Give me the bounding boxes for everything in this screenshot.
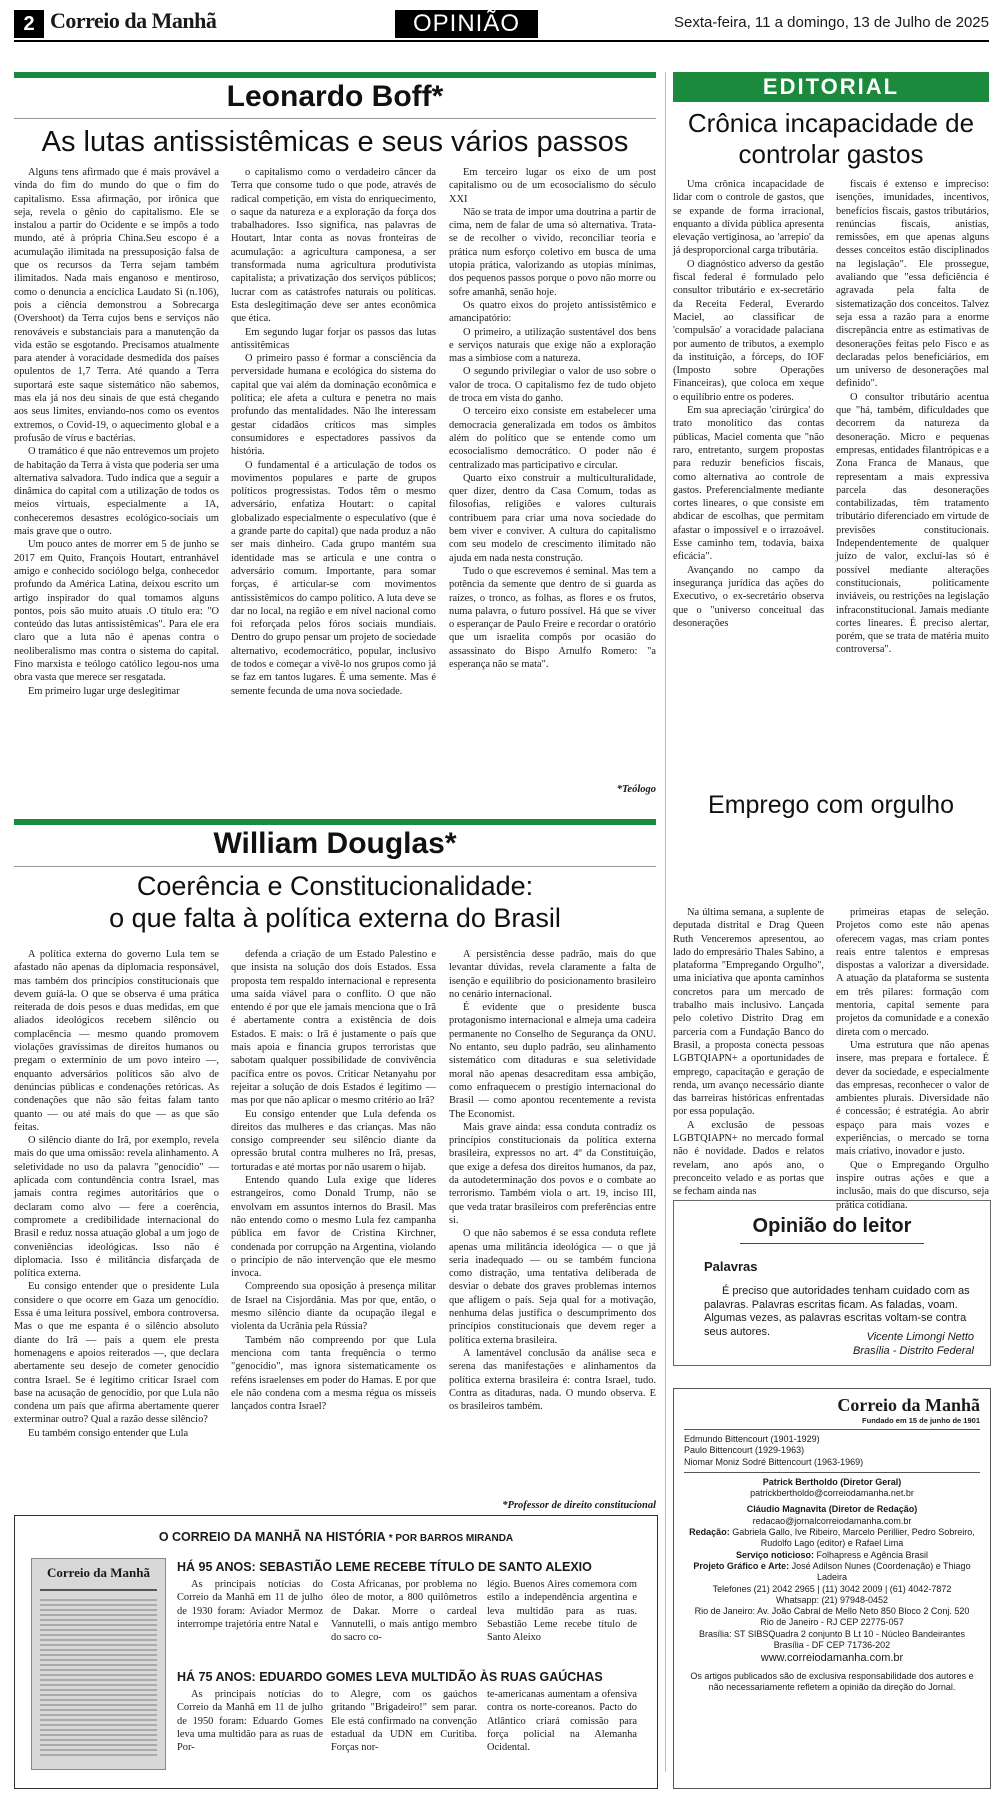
founder: Niomar Moniz Sodré Bittencourt (1963-1969) [684,1456,864,1467]
douglas-author: William Douglas* [213,827,457,860]
paragraph: Entendo quando Lula exige que líderes estrangeiros, como Donald Trump, não se envolvam em assuntos internos do Brasil. Mas não entendo como o mesmo Lula fez campanha pública em favor de Cristina Kirchner, condenada por corrupção na Argentina, violando o princípio de não intervenção que ele mesmo invoca. [231,1175,436,1280]
issue-date: Sexta-feira, 11 a domingo, 13 de Julho de 2025 [674,14,989,31]
boff-col-2 [231,166,436,698]
editorial-col-2 [836,178,989,657]
paragraph: O que não sabemos é se essa conduta reflete apenas uma militância ideológica — o que já seria inadequado — ou se também funciona como distração, uma tentativa deliberada de desviar o debate dos graves problemas internos que afligem o país. Seja qual for a motivação, nenhuma delas justifica o descumprimento dos princípios constitucionais que devem reger a política externa brasileira. [449,1228,656,1346]
staff-box [673,1388,991,1789]
douglas-col-1 [14,948,219,1440]
paragraph: Em segundo lugar forjar os passos das lutas antissitêmicas [231,326,436,351]
staff-director: Patrick Bertholdo (Diretor Geral) [762,1476,902,1487]
thumbnail-masthead: Correio da Manhã [46,1565,151,1580]
history-heading: O CORREIO DA MANHÃ NA HISTÓRIA [158,1530,386,1544]
section-tag: OPINIÃO [395,10,538,38]
staff-redacao-label: Redação: [689,1527,730,1538]
douglas-title-line-2: o que falta à política externa do Brasil [109,903,561,933]
history-item-2-col-1 [177,1688,323,1754]
paragraph: Compreendo sua oposição à presença militar de Israel na Cisjordânia. Mas por que, então, o mesmo silêncio diante da ocupação ilegal e violenta da Ucrânia pela Rússia? [231,1281,436,1333]
founder: Edmundo Bittencourt (1901-1929) [684,1434,820,1444]
staff-rule [684,1429,980,1430]
paragraph: Quarto eixo construir a multiculturalidade, quer dizer, dentro da Casa Comum, todas as filosofias, religiões e valores culturais contribuem para criar uma nova sociedade do bem viver e conviver. A cultura do capitalismo com seu modelo de crescimento ilimitado não ajuda em nada nesta construção. [449,472,656,564]
page-number: 2 [14,10,44,38]
paragraph: Eu também consigo entender que Lula [28,1427,189,1439]
paragraph: O terceiro eixo consiste em estabelecer uma democracia generalizada em todos os âmbitos além do político que se entende como um ecosocialismo democrático. O poder não é centralizado mas participativo e circular. [449,406,656,471]
douglas-top-bar [14,819,656,825]
paragraph: O tramático é que não entrevemos um projeto de habitação da Terra à vista que poderia ser uma alternativa salvadora. Tudo indica que a seguir a dinâmica do capital com a utilização de todos os meios virtuais, especialmente a IA, conheceremos desastres ecológico-sociais um mais grave que o outro. [14,446,219,538]
douglas-col-2 [231,948,436,1413]
paragraph: to Alegre, com os gaúchos gritando "Brigadeiro!" sem parar. Ele está confirmado na convenção estadual da UDN em Curitiba. Forças nor- [331,1689,477,1754]
staff-disclaimer: Os artigos publicados são de exclusiva responsabilidade dos autores e não necessariamente refletem a opinião da direção do Jornal. [690,1670,974,1692]
reader-text: É preciso que autoridades tenham cuidado com as palavras. Palavras escritas ficam. As faladas, voam. Algumas vezes, as palavras escritas voltam-se contra seus autores. [704,1285,970,1338]
paragraph: A lamentável conclusão da análise seca e serena das manifestações e alinhamentos da política externa brasileira é: contra Israel, tudo. Contra as ditaduras, nada. O mundo observa. E os brasileiros também. [449,1347,656,1413]
paragraph: O fundamental é a articulação de todos os movimentos populares e parte de grupos políticos progressistas. Todos têm o mesmo adversário, enfatiza Houtart: o capital globalizado especialmente o especulativo (que é a grande parte do capital) que nada produz a não ser mais dinheiro. Cada grupo mantém sua identidade mas se articula e une contra o adversário comum. Importante, para somar forças, é articular-se com movimentos antissistêmicos do campo político. A luta deve se dar no local, na região e em nível nacional como foi reforçada pelos fóros sociais mundiais. Dentro do grupo pensar um projeto de sociedade alternativo, ecodemocrático, popular, inclusivo de todos e começar a vivê-lo nos grupos como já se faz em tantos lugares. É uma semente. Mas é semente fecunda de uma nova sociedade. [231,459,436,697]
douglas-signature: *Professor de direito constitucional [502,1500,656,1511]
thumbnail-rule [40,1589,157,1591]
staff-address-bsb-2: Brasília - DF CEP 71736-202 [773,1640,891,1651]
staff-grafico-label: Projeto Gráfico e Arte: [693,1560,790,1571]
boff-col-3 [449,166,656,671]
history-item-1-title: HÁ 95 ANOS: SEBASTIÃO LEME RECEBE TÍTULO DE SANTO ALEXIO [177,1560,592,1574]
staff-servico: Folhapress e Agência Brasil [816,1549,929,1560]
paragraph: Eu consigo entender que o presidente Lula considere o que ocorre em Gaza um genocídio. Essa é uma leitura possível, embora controversa. Mas o que me espanta é o silêncio absoluto diante do Irã — país a quem ele presta homenagens e apoios reiterados —, que declara abertamente seu desejo de cometer genocídio contra Israel. Se é legítimo criticar Israel com base na acusação de genocídio, por que Lula não condena um país que afirma abertamente querer exterminar outro? Qual a razão desse silêncio? [14,1281,219,1426]
paragraph: O diagnóstico adverso da gestão fiscal federal é formulado pelo consultor tributário e ex-secretário da Receita Federal, Everardo Maciel, ao classificar de 'compulsão' a voracidade palaciana por aumento de tributos, a exemplo da instituição, a fórceps, do IOF (Imposto sobre Operações Financeiras), que coloca em xeque o equilíbrio entre os poderes. [673,258,824,403]
paragraph: Uma estrutura que não apenas insere, mas prepara e fortalece. É dever da sociedade, e especialmente das empresas, reconhecer o valor de ambientes plurais. Diversidade não é concessão; é estratégia. Ao abrir espaço para mais vozes e experiências, o mercado se torna mais criativo, inovador e justo. [836,1039,989,1158]
editorial-label: EDITORIAL [673,72,989,102]
paragraph: O segundo privilegiar o valor de uso sobre o valor de troca. O capitalismo fez de tudo objeto de troca em vista do ganho. [449,366,656,405]
paragraph: Em terceiro lugar os eixo de um post capitalismo ou de um ecosocialismo do século XXI [449,167,656,205]
staff-grafico: José Adilson Nunes (Coordenação) e Thiago Ladeira [791,1560,971,1583]
paragraph: Eu consigo entender que Lula defenda os direitos das mulheres e das crianças. Mas não consigo compreender seu silêncio diante da opressão brutal contra mulheres no Irã, presas, torturadas e até mortas por não usarem o hijab. [231,1108,436,1173]
paragraph: O consultor tributário acentua que "há, também, dificuldades que decorrem da natureza da desoneração. Micro e pequenas empresas, entidades filantrópicas e a Zona Franca de Manaus, que representam a mais expressiva parcela das desonerações contabilizadas, têm tratamento tributário diferenciado em virtude de previsões constitucionais. Independentemente de qualquer juízo de valor, excluí-las só é possível mediante alterações constitucionais, politicamente inviáveis, ou restrições na legislação infraconstitucional. Jamais mediante cortes lineares. É preciso alertar, porém, que se trata de matéria muito controversa". [836,391,989,656]
editorial-col-1 [673,178,824,630]
paragraph: Mais grave ainda: essa conduta contradiz os princípios constitucionais da política externa brasileira, expressos no art. 4º da Constituição, que exige a defesa dos direitos humanos, da paz, da autodeterminação dos povos e o combate ao terrorismo. Também viola o art. 19, inciso III, que veda tratar brasileiros com preferências entre si. [449,1121,656,1226]
emprego-title: Emprego com orgulho [708,791,954,819]
history-item-1-col-2 [331,1578,477,1644]
paragraph: o capitalismo como o verdadeiro câncer da Terra que consome tudo o que pode, através de radical competição, em vista do enriquecimento, o saque da natureza e a exploração da força dos trabalhadores. Isso significa, nas palavras de Houtart, lntar conta as novas fronteiras de acumulação: a agricultura camponesa, a ser transformada numa agricultura produtivista capitalista; a privatização dos serviços públicos; lucrar com as catástrofes naturais ou políticas. Esta deslegitimação deve ser antes econômica que ética. [231,167,436,325]
staff-founded: Fundado em 15 de junho de 1901 [862,1416,980,1425]
reader-location: Brasília - Distrito Federal [852,1344,974,1357]
paragraph: É evidente que o presidente busca protagonismo internacional e almeja uma cadeira permanente no Conselho de Segurança da ONU. No entanto, seu duplo padrão, seu alinhamento sistemático com ditaduras e sua seletividade moral não apenas desacreditam essa ambição, como enfraquecem o prestígio internacional do Brasil — como apontou recentemente a revista The Economist. [449,1002,656,1120]
staff-director-email: patrickbertholdo@correiodamanha.net.br [750,1488,914,1499]
paragraph: Em primeiro lugar urge deslegitimar [28,685,180,697]
staff-phones: Telefones (21) 2042 2965 | (11) 3042 2009 | (61) 4042-7872 [712,1583,952,1594]
paragraph: Alguns tens afirmado que é mais provável a vinda do fim do mundo do que o fim do capitalismo. Essa afirmação, por irônica que seja, revela o gênio do capitalismo. Ele se instalou a partir do Ocidente e se impôs a todo mundo, até à própria China.Seu escopo é a acumulação ilimitada na pressuposição falsa de que os recursos da Terra sejam também ilimitados. Nada mais enganoso e mentiroso, como o denuncia a encíclica Laudato Sì (n.106), pois a ciência demonstrou a Sobrecarga (Overshoot) da Terra cujos bens e serviços não renováveis e substanciais para a manutenção da vida estão se esgotando. Precisamos atualmente para atender à voracidade desmedida dos países opulentos de 1,7 Terra. Até quando a Terra suportará este saque sistemático não sabemos, mas ela já nos deu sinais de que está chegando aos seus limites, enviando-nos como os eventos extremos, o Covid-19, o aquecimento global e a profusão de vírus e bactérias. [14,167,219,444]
history-box [14,1515,658,1789]
douglas-title [14,870,656,934]
history-item-2-col-3 [487,1688,637,1754]
paragraph: Os quatro eixos do projeto antissistêmico e amancipatório: [449,299,656,325]
emprego-col-2 [836,906,989,1212]
boff-top-bar [14,72,656,78]
douglas-title-line-1: Coerência e Constitucionalidade: [136,871,534,901]
douglas-col-3 [449,948,656,1413]
history-item-2-title: HÁ 75 ANOS: EDUARDO GOMES LEVA MULTIDÃO ÀS RUAS GAÚCHAS [177,1670,603,1684]
paragraph: Avançando no campo da insegurança jurídica das ações do Executivo, o ex-secretário observa que o "universo conceitual das desonerações [673,564,824,629]
douglas-rule [14,866,656,867]
paragraph: Um pouco antes de morrer em 5 de junho se 2017 em Quito, François Houtart, entranhável amigo e conhecido sociólogo belga, conhecedor profundo da América Latina, deixou escrito um artigo inspirador do qual tomamos alguns pontos, pois são muito atuais .O título era: "O conteúdo das lutas antissistêmicas". Para ele era claro que a luta não é apenas contra o neoliberalismo mas contra o sistema do capital. Fino marxista e teólogo católico legou-nos uma obra vasta que merece ser resgatada. [14,539,219,684]
thumbnail-columns [40,1599,157,1759]
reader-signature [853,1331,974,1358]
reader-heading: Opinião do leitor [752,1215,912,1237]
boff-rule [14,118,656,119]
paragraph: Que o Empregando Orgulho inspire outras ações e que a inclusão, mais do que discurso, seja prática cotidiana. [836,1159,989,1211]
history-byline: * POR BARROS MIRANDA [388,1533,514,1544]
paragraph: A persistência desse padrão, mais do que levantar dúvidas, revela claramente a falta de isenção e equilíbrio do posicionamento brasileiro no cenário internacional. [449,949,656,1000]
paragraph: A política externa do governo Lula tem se afastado não apenas da diplomacia responsável, mas também dos princípios constitucionais que devem guiá-la. O que se observa é uma prática reiterada de dois pesos e duas medidas, em que aliados ideológicos recebem silêncio ou complacência — mesmo quando promovem violações gravíssimas de direitos humanos ou pregam o extermínio de um povo inteiro —, enquanto adversários políticos são alvo de denúncias públicas e condenações retóricas. As condenações que não são feitas falam tanto quanto — ou até mais do que — as que são feitas. [14,949,219,1133]
paragraph: Tudo o que escrevemos é seminal. Mas tem a potência da semente que dentro de si guarda as raízes, o tronco, as folhas, as flores e os frutos, numa palavra, o futuro possível. Há que se viver o esperançar de Paulo Freire e recordar o oratório que um israelita compôs por ocasião do assassinato do Bispo Arnulfo Romero: "a esperança não se mata". [449,565,656,670]
reader-heading-rule [740,1243,924,1244]
staff-editor-email: redacao@jornalcorreiodamanha.com.br [752,1515,912,1526]
paragraph: O primeiro passo é formar a consciência da perversidade humana e ecológica do sistema do capital que vai além da dominação econômica e política; ele afeta a cultura e penetra no mais profundo das mentalidades. Não lhe interessam gestar cidadãos críticos mas simples consumidores e espectadores passivos da história. [231,353,436,458]
staff-masthead: Correio da Manhã [837,1395,980,1415]
staff-rule [684,1472,980,1473]
staff-whatsapp: Whatsapp: (21) 97948-0452 [775,1594,889,1605]
staff-address-rj: Rio de Janeiro: Av. João Cabral de Mello Neto 850 Bloco 2 Conj. 520 [694,1606,970,1617]
staff-website[interactable]: www.correiodamanha.com.br [760,1652,904,1665]
staff-founders [684,1434,980,1468]
paragraph: Costa Africanas, por problema no óleo de motor, a 800 quilômetros de Dakar. Morre o cardeal Vannutelli, o mais antigo membro do sacro co- [331,1579,477,1644]
paragraph: primeiras etapas de seleção. Projetos como este não apenas oferecem vagas, mas criam pontes reais entre talentos e empresas dispostas a valorizar a diversidade. A atuação da plataforma se sustenta em três pilares: formação com mentoria, capital semente para projetos da comunidade e a conexão direta com o mercado. [836,907,989,1038]
history-item-1-col-1 [177,1578,323,1631]
paragraph: légio. Buenos Aires comemora com estilo a independência argentina e leva multidão para as ruas. Sebastião Leme recebe título de Santo Aleixo [487,1579,637,1644]
staff-redacao: Gabriela Gallo, Ive Ribeiro, Marcelo Perillier, Pedro Sobreiro, Rudolfo Lago (editor) e Rafael Lima [732,1527,975,1549]
staff-credits [682,1477,982,1693]
paragraph: Em sua apreciação 'cirúrgica' do trato monolítico das contas públicas, Maciel comenta que "não raro, entretanto, surgem propostas para reduzir benefícios fiscais, como alternativa ao controle de gastos. Preferencialmente mediante cortes lineares, o que consiste em abdicar de escolhas, que permitam afastar o impossível e o irrazoável. Esse caminho tem, todavia, baixa eficácia". [673,405,824,563]
history-item-2-col-2 [331,1688,477,1754]
paragraph: Uma crônica incapacidade de lidar com o controle de gastos, que se expande de forma irracional, enquanto a dívida pública apresenta elevação vertiginosa, ao 'arrepio' da já desproporcional carga tributária. [673,179,824,257]
paragraph: As principais notícias do Correio da Manhã em 11 de julho de 1930 foram: Aviador Mermoz interrompe trajetória entre Natal e [177,1579,323,1630]
editorial-title: Crônica incapacidade de controlar gastos [687,108,975,169]
paragraph: te-americanas aumentam a ofensiva contra os norte-coreanos. Pacto do Atlântico criará comissão para força policial na Alemanha Ocidental. [487,1689,637,1754]
staff-servico-label: Serviço noticioso: [735,1549,814,1560]
masthead: Correio da Manhã [50,8,217,33]
emprego-col-1 [673,906,824,1199]
boff-signature: *Teólogo [616,784,656,795]
staff-address-rj-2: Rio de Janeiro - RJ CEP 22775-057 [760,1617,904,1628]
staff-address-bsb: Brasília: ST SIBSQuadra 2 conjunto B Lt 10 - Núcleo Bandeirantes [699,1628,965,1639]
boff-title: As lutas antissistêmicas e seus vários passos [41,126,629,158]
paragraph: fiscais é extenso e impreciso: isenções, imunidades, incentivos, benefícios fiscais, gastos tributários, renúncias fiscais, anistias, remissões, em que apenas alguns desses conceitos estão disciplinados na legislação". Ele prossegue, avaliando que "essa deficiência é agravada pela falta de sistematização dos conceitos. Talvez seja essa a razão para a enorme discrepância entre as estimativas de desonerações feitas pelo Fisco e as declaradas pelos beneficiários, em um universo de desonerações mal definido". [836,179,989,390]
paragraph: Também não compreendo por que Lula menciona com tanta frequência o termo "genocídio", mas ignora sistematicamente os reféns israelenses em poder do Hamas. E por que ele não condena com a mesma régua os mísseis lançados contra Israel? [231,1334,436,1413]
paragraph: defenda a criação de um Estado Palestino e que insista na solução dos dois Estados. Essa proposta tem respaldo internacional e representa uma saída viável para o conflito. O que não entendo é por que ele jamais menciona que o Irã é abertamente contra a existência de dois Estados. E mais: o Irã é justamente o país que mais apoia e financia grupos terroristas que sabotam qualquer possibilidade de convivência pacífica entre os povos. Criticar Netanyahu por rejeitar a solução de dois Estados é legítimo — mas por que não aplicar o mesmo critério ao Irã? [231,949,436,1107]
paragraph: Não se trata de impor uma doutrina a partir de cima, nem de falar de uma só alternativa. Trata-se de recolher o vivido, reconciliar teoria e prática num esforço coletivo em busca de uma utopia prática, valorizando as utopias mínimas, dos pequenos passos porque o povo não morre ou sofre amanhã, senão hoje. [449,206,656,298]
history-thumbnail [31,1558,166,1770]
paragraph: Na última semana, a suplente de deputada distrital e Drag Queen Ruth Venceremos apresentou, ao lado do empresário Thales Sabino, a plataforma "Empregando Orgulho", uma iniciativa que aponta caminhos concretos para um mercado de trabalho mais inclusivo. Lançada pelo coletivo Distrito Drag em parceria com a Fundação Banco do Brasil, a proposta conecta pessoas LGBTQIAPN+ a oportunidades de emprego, capacitação e geração de renda, um avanço necessário diante das barreiras históricas enfrentadas por essa população. [673,907,825,1118]
history-header [15,1530,657,1544]
column-divider [665,72,666,1772]
history-item-1-col-3 [487,1578,637,1644]
header-rule [14,40,989,42]
founder: Paulo Bittencourt (1929-1963) [684,1445,805,1456]
reader-box [673,1200,991,1366]
boff-col-1 [14,166,219,698]
boff-author: Leonardo Boff* [226,80,444,113]
paragraph: A exclusão de pessoas LGBTQIAPN+ no mercado formal não é novidade. Dados e relatos revelam, ano após ano, o preconceito velado e as portas que se fecham ainda nas [673,1119,824,1198]
paragraph: As principais notícias do Correio da Manhã em 11 de julho de 1950 foram: Eduardo Gomes leva uma multidão para as ruas de Por- [177,1689,323,1754]
paragraph: O silêncio diante do Irã, por exemplo, revela mais do que uma omissão: revela alinhamento. A seletividade no uso da palavra "genocídio" — aplicada com contundência contra Israel, mas jamais contra regimes autoritários que o declaram como alvo — fere a coerência, compromete a credibilidade internacional do Brasil e reduz nossa atuação global a um jogo de conveniências ideológicas. Isso não é diplomacia. Isso é militância disfarçada de política externa. [14,1135,219,1280]
reader-subheading: Palavras [704,1259,758,1274]
reader-author: Vicente Limongi Netto [866,1331,974,1343]
staff-editor: Cláudio Magnavita (Diretor de Redação) [746,1504,918,1515]
paragraph: O primeiro, a utilização sustentável dos bens e serviços naturais que exige não a exploração mas a simbiose com a natureza. [449,326,656,365]
